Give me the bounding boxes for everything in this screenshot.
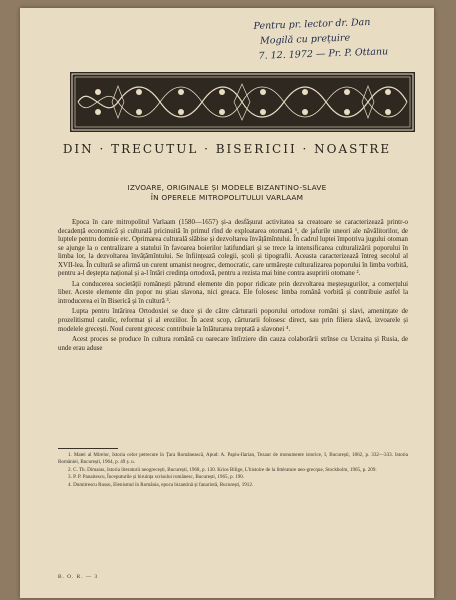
- article-title: [20, 183, 434, 203]
- paragraph: Acest proces se produce în cultura română cu oarecare întîrziere din cauza colaborării strînse cu Ucraina și Rusia, de unde erau aduse: [58, 336, 408, 352]
- footnotes: [58, 452, 408, 489]
- article-title-line-1: IZVOARE, ORIGINALE ȘI MODELE BIZANTINO-SLAVE: [127, 183, 327, 192]
- ornamental-header-band: [70, 72, 415, 132]
- footnote: 4. Dumitrescu Russu, Elenismul în România, epoca bizantină și fanariotă, București, 1912.: [68, 481, 254, 488]
- footnote: 2. C. Th. Dimaras, Istoria literaturii neogrecești, București, 1968, p. 130. Krios Bilige, L'histoire de la littérature neo-grecque, Stockholm, 1965, p. 209.: [68, 466, 377, 473]
- footnote: 1. Matei al Mirelor, Istoria celor petrecute în Țara Românească, Apud: A. Papiu-Ilarian, Tezaur de monumente istorice, I, București, 1862, p. 332—333. Istoria României, București, 1964, p. 49 ș. u.: [58, 452, 408, 466]
- printer-signature-mark: B. O. R. — 3: [58, 574, 99, 580]
- paragraph: Lupta pentru întărirea Ortodoxiei se duce și de către cărturarii poporului ortodoxe români și slavi, amenințate de prozelitismul catolic, reformat și al ereziilor. În acest scop, cărturarii folosesc direct, sau prin filiera slavă, izvoarele și modelele grecești. Noul curent grecesc contribuie la înlăturarea treptată a slavonei ⁴.: [58, 308, 408, 333]
- paragraph: Epoca în care mitropolitul Varlaam (1580—1657) și-a desfășurat activitatea sa creatoare se caracterizează printr-o decadență economică și culturală pricinuită în primul rînd de exploatarea otomană ¹, de jafurile uneori ale năvălitorilor, de luptele pentru domnie etc. Oprimarea culturală slăbise și dezvoltarea învățămîntului. În cadrul luptei împotriva jugului otoman se ajunge la o centralizare a statului în favoarea boierilor latifundiari și se trece la intensificarea culturalizării poporului în limba lor, la dezvoltarea învățămîntului. Se înființează colegii, școli și tipografii. Aceasta caracterizează întreg secolul al XVII-lea. În cultură se afirmă un curent umanist neogrec, democratic, care urmărește culturalizarea poporului în limba vorbită, pentru a-l deștepta național și a-l întări credința ortodoxă, pentru a rezista mai bine contra asupririi otomane ².: [58, 219, 408, 278]
- dedication-line-1: Pentru pr. lector dr. Dan: [253, 16, 371, 32]
- handwritten-dedication: [253, 13, 424, 64]
- paragraph: La conducerea societății românești pătrund elemente din popor ridicate prin dezvoltarea meșteșugurilor, a comerțului liber. Aceste elemente din popor nu știau slavona, nici greaca. Ele folosesc limba română vorbită și contribuie astfel la introducerea ei în Biserică și în cultură ³.: [58, 280, 408, 305]
- series-title: DIN · TRECUTUL · BISERICII · NOASTRE: [62, 142, 392, 156]
- dedication-line-3: 7. 12. 1972 — Pr. P. Ottanu: [258, 46, 389, 62]
- document-page: [20, 8, 434, 598]
- footnote-divider: [58, 448, 118, 449]
- article-body: [58, 219, 408, 355]
- footnote: 3. P. P. Panaitescu, Începuturile și biruința scrisului românesc, București, 1965, p. 190.: [68, 474, 245, 481]
- dedication-line-2: Mogilă cu prețuire: [259, 32, 351, 47]
- article-title-line-2: ÎN OPERELE MITROPOLITULUI VARLAAM: [150, 193, 304, 202]
